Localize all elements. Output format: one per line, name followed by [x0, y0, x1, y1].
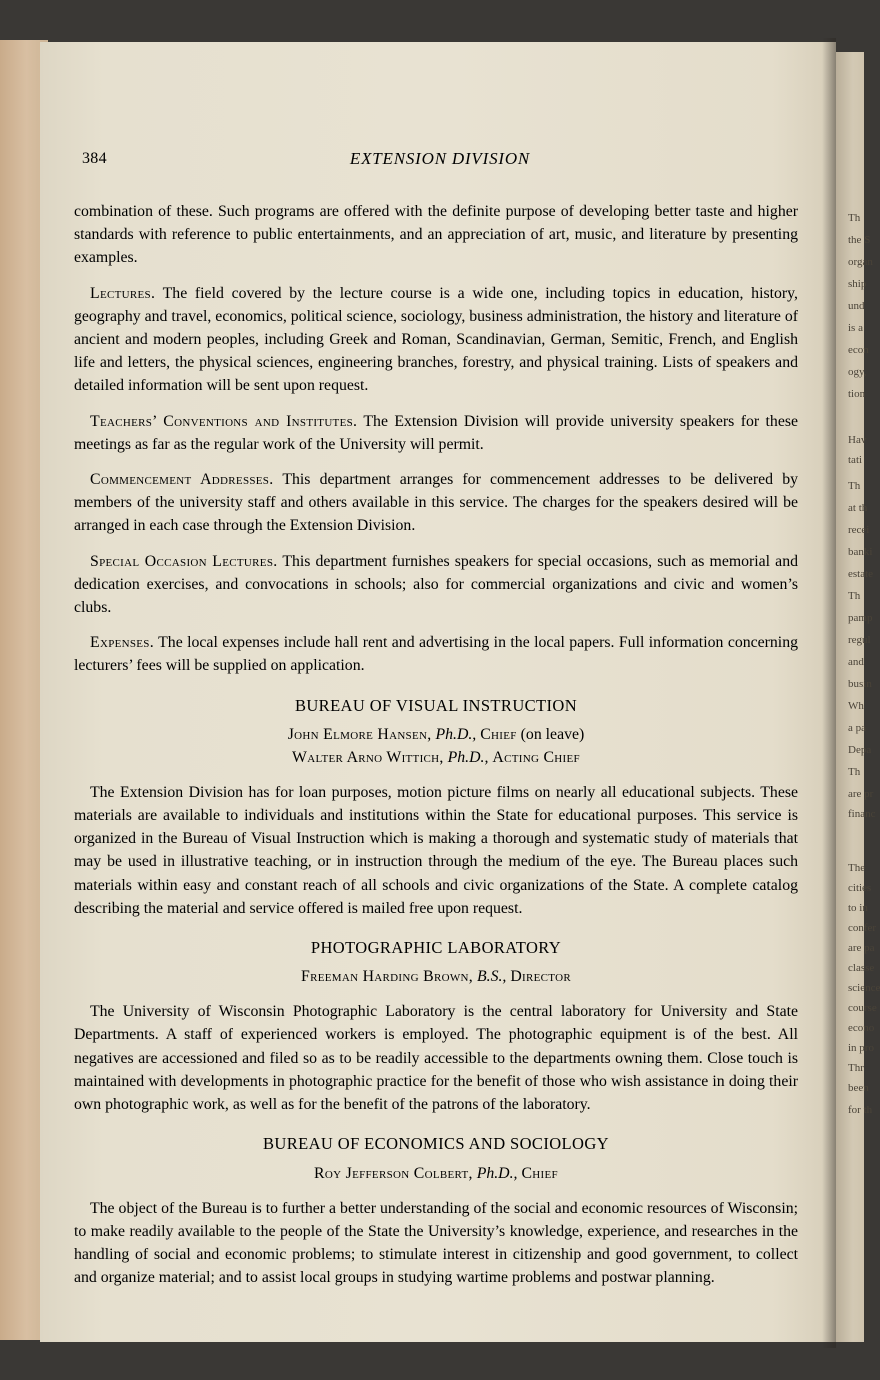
next-page-fragment: been [848, 1082, 869, 1094]
economics-paragraph: The object of the Bureau is to further a better understanding of the social and economic resources of Wisconsin; to make readily available to the people of the State the University’s knowledge, experience, and researches in the handling of social and economic problems; to stimulate interest in citizenship and good government, to collect and organize material; and to assist local groups in studying wartime problems and postwar planning. [74, 1199, 798, 1287]
next-page-fragment: Wh [848, 700, 864, 712]
next-page-fragment: to in [848, 902, 868, 914]
next-page-fragment: econ [848, 344, 869, 356]
next-page-fragment: is a [848, 322, 863, 334]
next-page-fragment: Th [848, 590, 861, 602]
next-page-edge [836, 52, 880, 1342]
page-number: 384 [82, 150, 107, 167]
next-page-fragment: Th [848, 480, 861, 492]
next-page-fragment: regul [848, 634, 871, 646]
section-heading-photo: PHOTOGRAPHIC LABORATORY [310, 938, 562, 958]
next-page-fragment: a pa [848, 722, 867, 734]
next-page-fragment: confer [848, 922, 877, 934]
next-page-fragment: tion [848, 388, 866, 400]
next-page-fragment: are pa [848, 942, 875, 954]
expenses-paragraph [74, 631, 798, 677]
next-page-fragment: the S [848, 234, 871, 246]
next-page-fragment: ogy, [848, 366, 867, 378]
teachers-lead: Teachers’ Conventions and Institutes. [90, 412, 358, 430]
page-body [74, 200, 798, 1301]
teachers-text: The Extension Division will provide university speakers for these meetings as far as the regular work of the University will permit. [74, 412, 798, 453]
next-page-fragment: financ [848, 808, 876, 820]
next-page-fragment: tati [848, 454, 863, 466]
special-lead: Special Occasion Lectures. [90, 552, 278, 570]
staff-line: Freeman Harding Brown, B.S., Director [301, 968, 571, 986]
section-heading-economics: BUREAU OF ECONOMICS AND SOCIOLOGY [263, 1134, 609, 1154]
special-paragraph [74, 550, 798, 620]
special-text: This department furnishes speakers for special occasions, such as memorial and dedication exercises, and convocations in schools; also for commercial organizations and civic and women’s clubs. [74, 552, 798, 617]
next-page-fragment: ship [848, 278, 867, 290]
next-page-fragment: estate [848, 568, 874, 580]
staff-line: John Elmore Hansen, Ph.D., Chief (on leave) [287, 725, 585, 743]
commencement-paragraph [74, 468, 798, 538]
next-page-fragment: Depa [848, 744, 872, 756]
next-page-fragment: organ [848, 256, 873, 268]
next-page-fragment: Th [848, 766, 861, 778]
expenses-lead: Expenses. [90, 634, 154, 652]
next-page-fragment: course [848, 1002, 877, 1014]
expenses-text: The local expenses include hall rent and advertising in the local papers. Full information concerning lecturers’ fees will be supplied on application. [74, 634, 798, 675]
lectures-lead: Lectures. [90, 284, 156, 302]
next-page-fragment: cities [848, 882, 872, 894]
next-page-fragment: classe [848, 962, 875, 974]
next-page-fragment: are pr [848, 788, 874, 800]
running-title: EXTENSION DIVISION [349, 149, 531, 168]
next-page-fragment: und [848, 300, 865, 312]
lectures-paragraph [74, 282, 798, 398]
page-header [82, 146, 798, 172]
intro-paragraph: combination of these. Such programs are offered with the definite purpose of developing better taste and higher standards with reference to public entertainments, and an appreciation of art, music, and literature by presenting examples. [74, 203, 798, 267]
next-page-fragment: banki [848, 546, 873, 558]
next-page-fragment: for th [848, 1104, 873, 1116]
photo-paragraph: The University of Wisconsin Photographic Laboratory is the central laboratory for University and State Departments. A staff of experienced workers is employed. The photographic equipment is of the best. All negatives are accessioned and filed so as to be readily accessible to the departments owning them. Close touch is maintained with developments in photographic practice for the benefit of those who wish assistance in doing their own photographic work, as well as for the benefit of the patrons of the laboratory. [74, 1003, 798, 1114]
next-page-fragment: science [848, 982, 880, 994]
next-page-fragment: and [848, 656, 864, 668]
teachers-paragraph [74, 410, 798, 456]
next-page-fragment: recei [848, 524, 870, 536]
next-page-fragment: pamp [848, 612, 873, 624]
commencement-lead: Commencement Addresses. [90, 471, 274, 489]
commencement-text: This department arranges for commencement addresses to be delivered by members of the university staff and others available in this service. The charges for the speakers desired will be arranged in each case through the Extension Division. [74, 471, 798, 535]
next-page-fragment: Th [848, 212, 861, 224]
next-page-fragment: The [848, 862, 866, 874]
gutter-shadow [822, 38, 836, 1348]
staff-line: Walter Arno Wittich, Ph.D., Acting Chief [292, 748, 580, 766]
next-page-fragment: Thr [848, 1062, 864, 1074]
next-page-fragment: Hav [848, 434, 867, 446]
lectures-text: The field covered by the lecture course is a wide one, including topics in education, history, geography and travel, economics, political science, sociology, business administration, the history and literature of ancient and modern peoples, including Greek and Roman, Scandinavian, German, Semitic, French, and English life and letters, the physical sciences, engineering branches, forestry, and physical training. Lists of speakers and detailed information will be sent upon request. [74, 284, 798, 395]
next-page-fragment: econo [848, 1022, 875, 1034]
next-page-fragment: in pro [848, 1042, 874, 1054]
staff-line: Roy Jefferson Colbert, Ph.D., Chief [314, 1164, 558, 1182]
next-page-fragment: at th [848, 502, 868, 514]
section-heading-visual: BUREAU OF VISUAL INSTRUCTION [294, 695, 578, 715]
next-page-fragment: busin [848, 678, 872, 690]
visual-paragraph: The Extension Division has for loan purposes, motion picture films on nearly all educational subjects. These materials are available to individuals and institutions within the State for educational purposes. This service is organized in the Bureau of Visual Instruction which is making a thorough and systematic study of materials that may be used in illustrative teaching, or in instruction through the medium of the eye. The Bureau places such materials within easy and constant reach of all schools and civic organizations of the State. A complete catalog describing the material and service offered is mailed free upon request. [74, 783, 798, 917]
